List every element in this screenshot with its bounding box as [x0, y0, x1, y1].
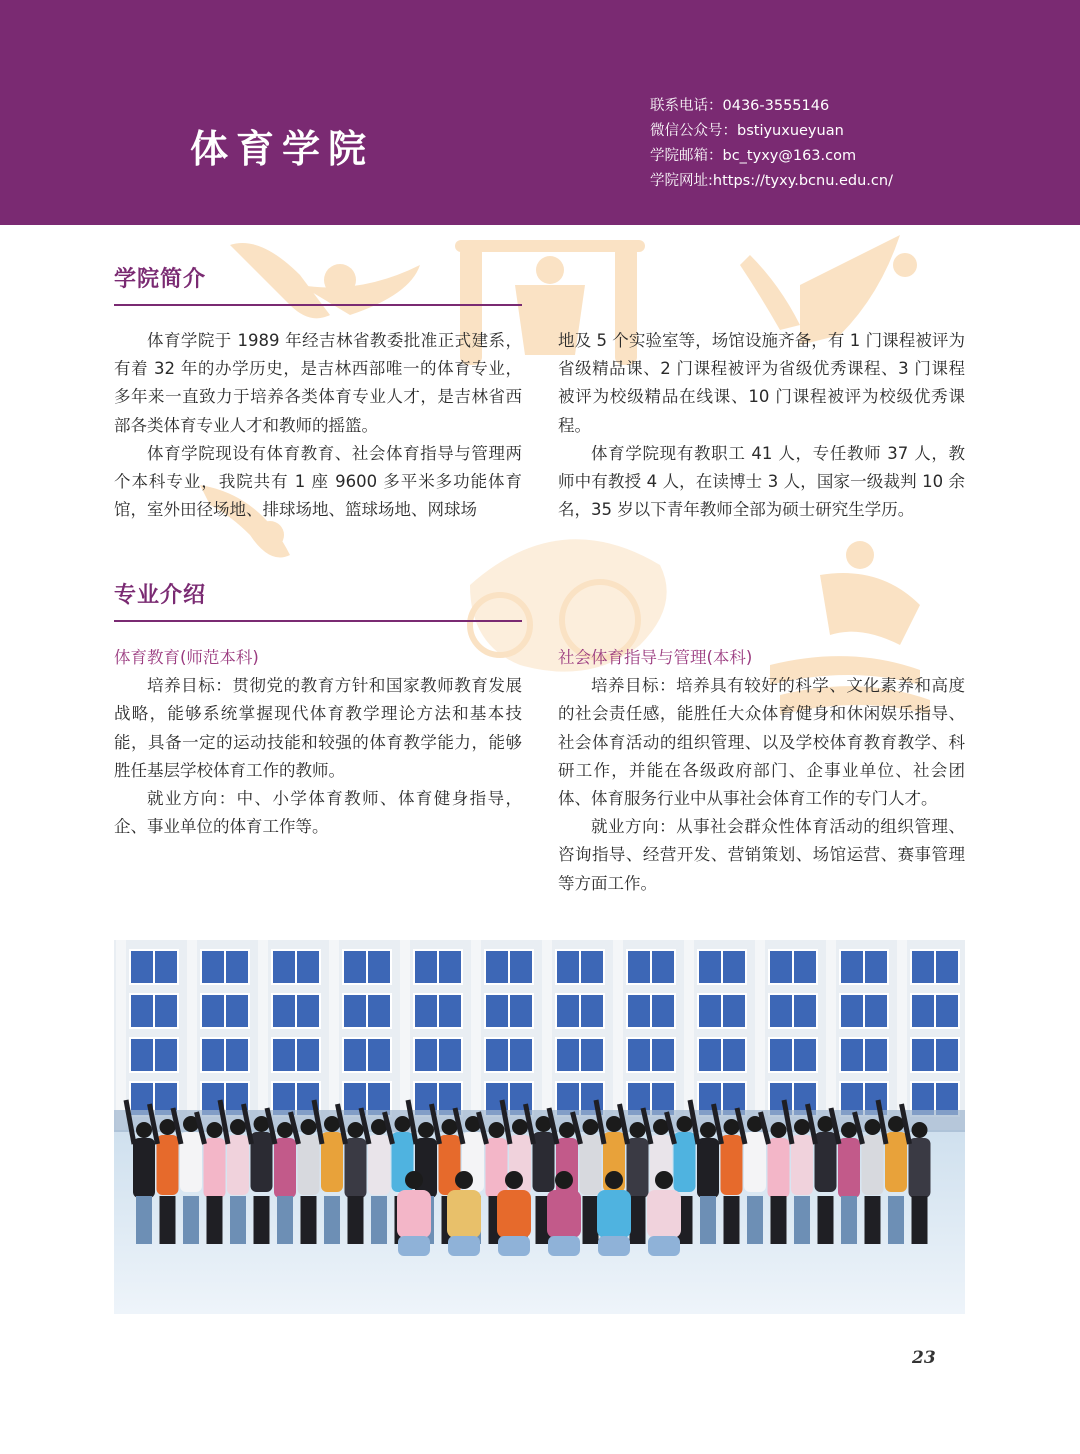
header-band [0, 0, 1080, 225]
contact-info [650, 94, 893, 194]
intro-heading-label: 学院简介 [114, 267, 207, 292]
intro-paragraph: 体育学院于 1989 年经吉林省教委批准正式建系，有着 32 年的办学历史，是吉林西部唯一的体育专业，多年来一直致力于培养各类体育专业人才，是吉林省西部各类体育专业人才和教师的摇篮。 [114, 331, 522, 435]
intro-paragraph-continued: 地及 5 个实验室等，场馆设施齐备，有 1 门课程被评为省级精品课、2 门课程被评为省级优秀课程、3 门课程被评为校级精品在线课、10 门课程被评为校级优秀课程。 [558, 331, 965, 435]
majors-heading-label: 专业介绍 [114, 583, 207, 608]
major-title: 体育教育(师范本科) [114, 648, 259, 667]
contact-website[interactable]: 学院网址:https://tyxy.bcnu.edu.cn/ [650, 173, 893, 189]
major-title: 社会体育指导与管理(本科) [558, 648, 753, 667]
major-pe-education [114, 644, 522, 841]
intro-paragraph: 体育学院现有教职工 41 人，专任教师 37 人，教师中有教授 4 人，在读博士 3 人，国家一级裁判 10 余名，35 岁以下青年教师全部为硕士研究生学历。 [558, 443, 965, 520]
page-number: 23 [912, 1348, 936, 1368]
major-goal: 培养目标：贯彻党的教育方针和国家教师教育发展战略，能够系统掌握现代体育教学理论方法和基本技能，具备一定的运动技能和较强的体育教学能力，能够胜任基层学校体育工作的教师。 [114, 676, 522, 780]
majors-heading-rule [114, 620, 522, 622]
intro-paragraph: 体育学院现设有体育教育、社会体育指导与管理两个本科专业，我院共有 1 座 9600 多平米多功能体育馆，室外田径场地、排球场地、篮球场地、网球场 [114, 443, 522, 520]
major-goal: 培养目标：培养具有较好的科学、文化素养和高度的社会责任感，能胜任大众体育健身和休闲娱乐指导、社会体育活动的组织管理、以及学校体育教育教学、科研工作，并能在各级政府部门、企事业单位、社会团体、体育服务行业中从事社会体育工作的专门人才。 [558, 676, 965, 809]
majors-section-heading [114, 578, 522, 609]
major-career: 就业方向：中、小学体育教师、体育健身指导，企、事业单位的体育工作等。 [114, 789, 522, 837]
intro-right-column [558, 327, 965, 524]
group-photo [114, 940, 965, 1314]
contact-phone: 联系电话：0436-3555146 [650, 98, 830, 114]
intro-heading-rule [114, 304, 522, 306]
page-title: 体育学院 [190, 126, 375, 171]
intro-section-heading [114, 262, 522, 293]
contact-wechat: 微信公众号：bstiyuxueyuan [650, 123, 844, 139]
major-career: 就业方向：从事社会群众性体育活动的组织管理、咨询指导、经营开发、营销策划、场馆运营、赛事管理等方面工作。 [558, 817, 965, 893]
contact-email: 学院邮箱：bc_tyxy@163.com [650, 148, 857, 164]
major-social-sports [558, 644, 965, 898]
intro-left-column [114, 327, 522, 524]
